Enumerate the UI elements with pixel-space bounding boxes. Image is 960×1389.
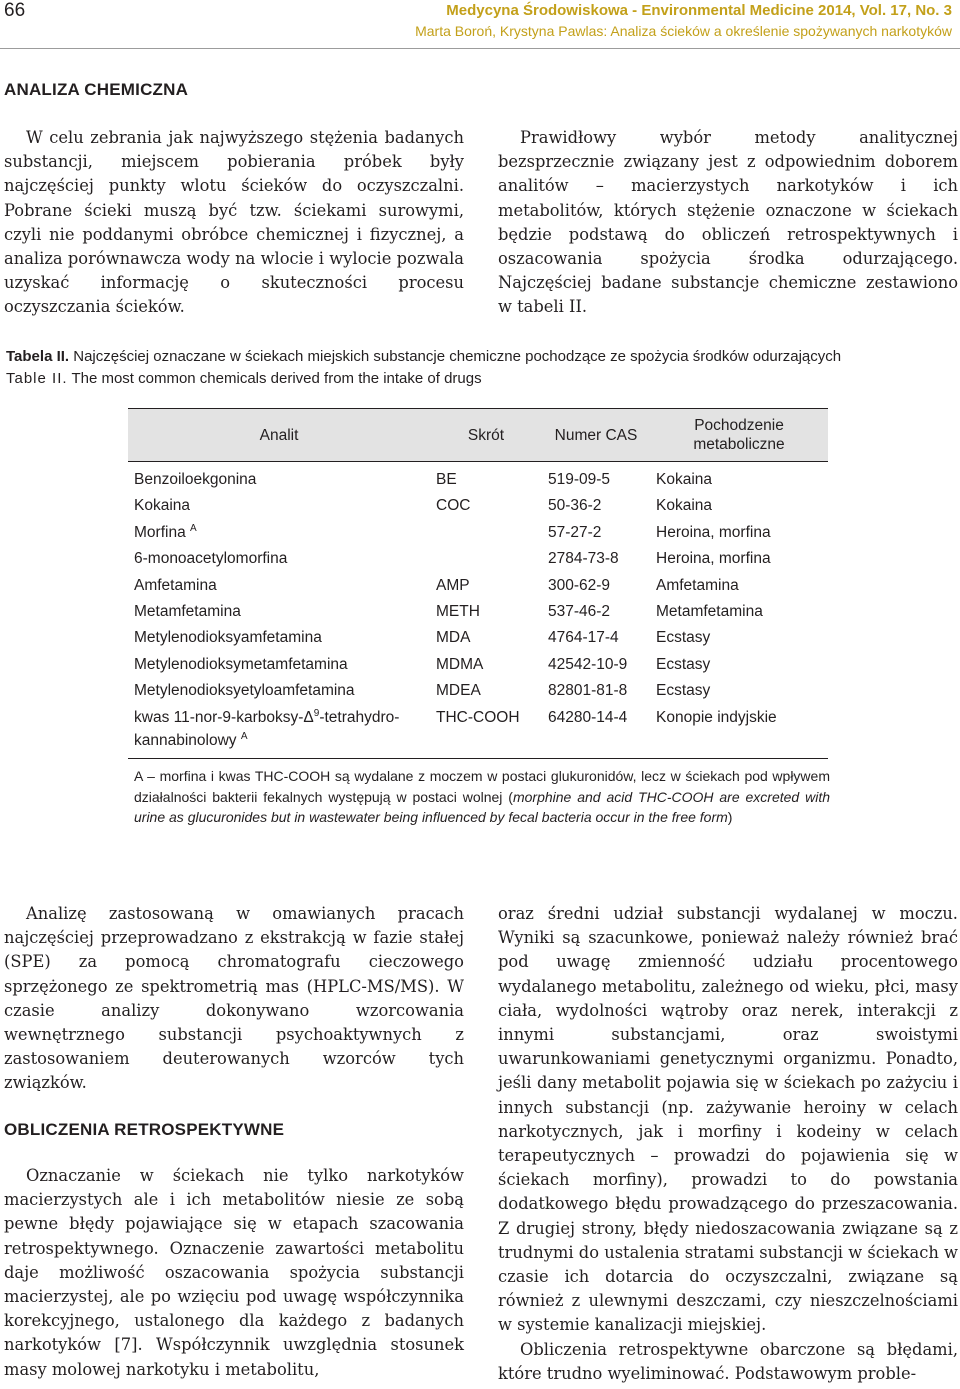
cell-cas: 64280-14-4 (542, 706, 650, 759)
cell-analit: Morfina $^A$ (134, 522, 197, 541)
cell-skrot: THC-COOH (430, 706, 542, 759)
cell-cas: 519-09-5 (548, 471, 611, 488)
cell-analit: Metamfetamina (134, 602, 241, 620)
cell-origin: Amfetamina (656, 576, 739, 594)
journal-title: Medycyna Środowiskowa - Environmental Medicine 2014, Vol. 17, No. 3 (446, 2, 952, 19)
table-row (128, 626, 828, 652)
running-title: Marta Boroń, Krystyna Pawlas: Analiza ścieków a określenie spożywanych narkotyków (415, 23, 952, 39)
cell-cas: 537-46-2 (548, 602, 611, 620)
table-row (128, 679, 828, 705)
paragraph-bledy: Obliczenia retrospektywne obarczone są błędami, które trudno wyeliminować. Podstawowym proble- (498, 1339, 958, 1383)
column-left-bottom-2 (4, 1164, 464, 1382)
paragraph-analiza-left: W celu zebrania jak najwyższego stężenia badanych substancji, miejscem pobierania próbek były najczęściej punkty wlotu ścieków do oczyszczalni. Pobrane ścieki muszą być tzw. ściekami surowymi, czyli nie poddanymi obróbce chemicznej i fizycznej, a analiza porównawcza wody na wlocie i wylocie pozwala uzyskać informację o skuteczności procesu oczyszczania ścieków. (4, 128, 464, 317)
cell-origin: Konopie indyjskie (650, 706, 828, 759)
cell-skrot: MDEA (436, 682, 481, 700)
cell-analit: Benzoiloekgonina (134, 471, 257, 488)
header-rule (0, 48, 960, 49)
cell-analit: kwas $11-nor-9-karboksy-\Delta^9-tetrahydro-$ kannabinolowy $^A$ (128, 706, 430, 759)
cell-analit: Amfetamina (134, 576, 217, 594)
cell-cas: 42542-10-9 (548, 655, 628, 673)
table-row (128, 547, 828, 573)
caption-en-label: Table II. (6, 370, 68, 387)
caption-pl-text: Najczęściej oznaczane w ściekach miejskich substancje chemiczne pochodzące ze spożycia środków odurzających (73, 348, 842, 365)
caption-en (6, 368, 956, 390)
table-row (128, 653, 828, 679)
cell-analit: Metylenodioksyetyloamfetamina (134, 682, 355, 700)
cell-skrot: COC (436, 497, 471, 515)
cell-skrot (430, 521, 542, 547)
header-cas: Numer CAS (542, 409, 650, 462)
cell-skrot: AMP (436, 576, 470, 594)
paragraph-hplc: Analizę zastosowaną w omawianych pracach najczęściej przeprowadzano z ekstrakcją w fazie stałej (SPE) za pomocą chromatografu cieczowego sprzężonego ze spektrometrią mas (HPLC-MS/MS). W czasie analizy dokonywano wzorcowania wewnętrznego substancji psychoaktywnych z zastosowaniem deuterowanych wzorców tych związków. (4, 904, 464, 1093)
section-heading-obliczenia: OBLICZENIA RETROSPEKTYWNE (4, 1120, 285, 1139)
header-skrot: Skrót (430, 409, 542, 462)
cell-cas: 2784-73-8 (548, 550, 619, 568)
cell-origin: Kokaina (656, 471, 713, 488)
cell-origin: Ecstasy (656, 629, 711, 647)
cell-origin: Ecstasy (656, 655, 711, 673)
column-left-bottom (4, 902, 464, 1096)
cell-cas: 82801-81-8 (548, 682, 628, 700)
cell-skrot: MDA (436, 629, 471, 647)
paragraph-analiza-right: Prawidłowy wybór metody analitycznej bezsprzecznie związany jest z odpowiednim doborem analitów – macierzystych narkotyków i ich metabolitów, których stężenie oznaczone w ściekach będzie podstawą do obliczeń retrospektywnych i oszacowania spożycia środka odurzającego. Najczęściej badane substancje chemiczne zestawiono w tabeli II. (498, 128, 958, 317)
table-row (128, 494, 828, 520)
table-footnote: A – morfina i kwas THC-COOH są wydalane z moczem w postaci glukuronidów, lecz w ściekach pod wpływem działalności bakterii fekalnych występują w postaci wolnej (morphine and acid THC-COOH are excreted with urine as glucuronides but in wastewater being influenced by fecal bacteria occur in the free form) (134, 768, 830, 826)
column-right-bottom (498, 902, 958, 1386)
table-caption (6, 346, 956, 390)
cell-analit: Kokaina (134, 497, 191, 515)
table-row (128, 521, 828, 547)
drug-table (128, 408, 828, 759)
cell-origin: Heroina, morfina (656, 550, 771, 568)
cell-cas: 4764-17-4 (548, 629, 619, 647)
table-header-row (128, 409, 828, 462)
caption-pl (6, 346, 956, 368)
cell-cas: 57-27-2 (548, 523, 602, 541)
column-right-top (498, 126, 958, 320)
table-body (128, 462, 828, 759)
paragraph-wyniki: oraz średni udział substancji wydalanej w moczu. Wyniki są szacunkowe, ponieważ należy również brać pod uwagę zmienność udziału procentowego wydalanego metabolitu, zależnego od wieku, płci, masy ciała, wydolności wątroby oraz nerek, interakcji z innymi substancjami, oraz swoistymi uwarunkowaniami genetycznymi organizmu. Ponadto, jeśli dany metabolit pojawia się w ściekach po zażyciu i innych substancji (np. zażywanie heroiny w celach narkotycznych, jak i morfiny i kodeiny w celach terapeutycznych – prowadzi do pojawienia się w ściekach morfiny), prowadzi to do powstania dodatkowego błędu prowadzącego do przeszacowania. Z drugiej strony, błędy niedoszacowania związane są z trudnymi do ustalenia stratami substancji w ściekach w czasie ich dotarcia do oczyszczalni, związane są również z ulewnymi deszczami, czy nieszczelnościami w systemie kanalizacji miejskiej. (498, 904, 958, 1335)
cell-skrot: BE (436, 471, 457, 488)
cell-cas: 300-62-9 (548, 576, 611, 594)
section-heading-analiza: ANALIZA CHEMICZNA (4, 80, 189, 99)
table-row (128, 462, 828, 495)
header-pochodzenie: Pochodzenie metaboliczne (650, 409, 828, 462)
cell-analit: Metylenodioksymetamfetamina (134, 655, 348, 673)
table-row (128, 574, 828, 600)
column-left-top (4, 126, 464, 320)
caption-en-text: The most common chemicals derived from the intake of drugs (71, 370, 482, 387)
cell-cas: 50-36-2 (548, 497, 602, 515)
caption-pl-label: Tabela II. (6, 348, 70, 365)
header-analit: Analit (128, 409, 430, 462)
cell-skrot: MDMA (436, 655, 484, 673)
page-number: 66 (4, 0, 26, 21)
cell-skrot (430, 547, 542, 573)
paragraph-obliczenia: Oznaczanie w ściekach nie tylko narkotyków macierzystych ale i ich metabolitów niesie ze sobą pewne błędy pojawiające się w etapach szacowania retrospektywnego. Oznaczenie zawartości metabolitu daje możliwość oszacowania spożycia substancji macierzystej, ale po wzięciu pod uwagę współczynnika korekcyjnego, ustalonego dla każdego z badanych narkotyków [7]. Współczynnik uwzględnia stosunek masy molowej narkotyku i metabolitu, (4, 1166, 464, 1379)
cell-origin: Heroina, morfina (656, 523, 771, 541)
table-row-thc (128, 706, 828, 759)
table-row (128, 600, 828, 626)
cell-skrot: METH (436, 602, 480, 620)
cell-origin: Ecstasy (656, 682, 711, 700)
cell-analit: 6-monoacetylomorfina (134, 550, 288, 568)
cell-origin: Kokaina (656, 497, 713, 515)
cell-origin: Metamfetamina (656, 602, 763, 620)
cell-analit: Metylenodioksyamfetamina (134, 629, 322, 647)
